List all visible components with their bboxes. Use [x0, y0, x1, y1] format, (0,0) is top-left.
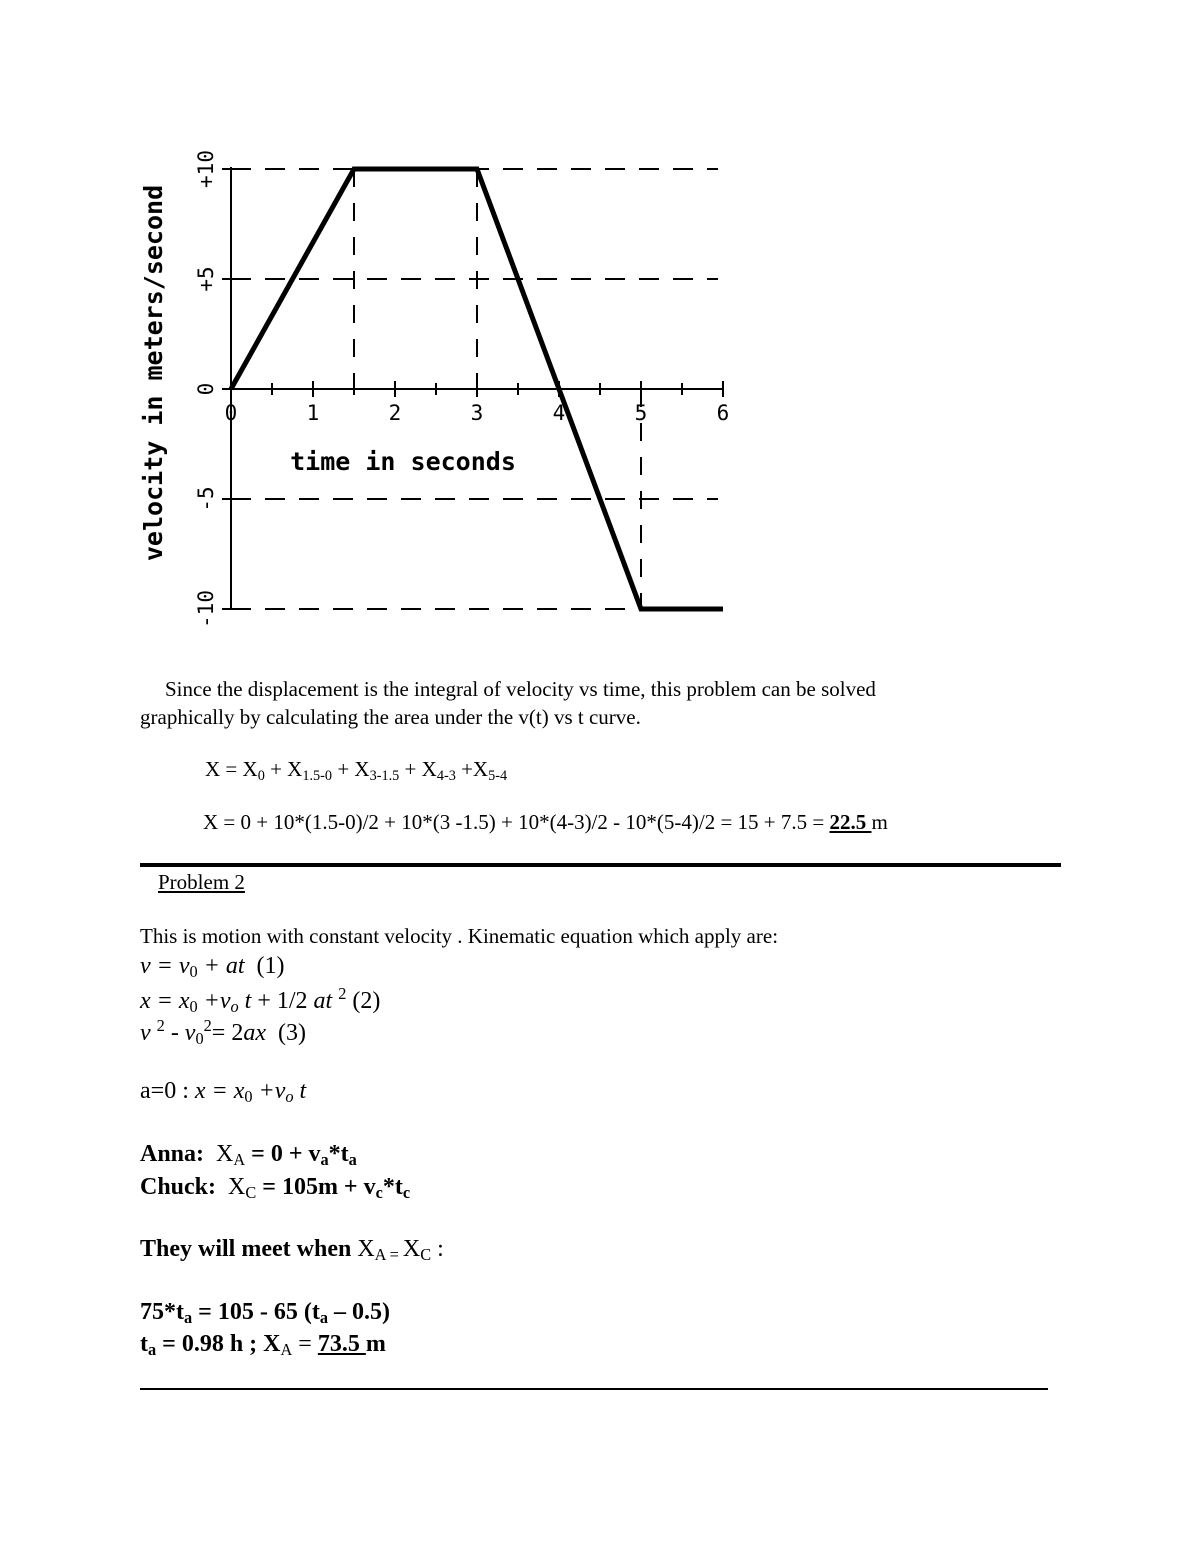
calc2-sub: a [148, 1340, 157, 1359]
a0-text: a=0 : [140, 1078, 195, 1104]
e3-text: - v [164, 1020, 196, 1046]
eq2-answer: 22.5 [829, 810, 872, 834]
e2-text: +v [197, 988, 231, 1014]
e3-text: = 2 [211, 1020, 244, 1046]
explanation-line-2: graphically by calculating the area under the v(t) vs t curve. [140, 705, 641, 729]
e3-text: ax [243, 1020, 266, 1046]
e2-text: + 1/2 [251, 988, 314, 1014]
calc1-text: – 0.5) [327, 1299, 390, 1325]
chuck-text: X [228, 1174, 246, 1200]
velocity-time-chart [0, 0, 1200, 660]
y-tick-label: +10 [194, 150, 218, 188]
calc2-answer: 73.5 [317, 1331, 366, 1357]
kinematic-equation-2 [140, 984, 380, 1017]
e2-text: t [238, 988, 252, 1014]
chuck-text: *t [382, 1174, 403, 1200]
calculation-line-1 [140, 1299, 390, 1328]
x-tick-label: 1 [306, 401, 320, 425]
calculation-line-2 [140, 1331, 386, 1360]
eq1-text: + X [399, 757, 437, 781]
meet-text: X [402, 1236, 421, 1262]
a0-text: +v [252, 1078, 286, 1104]
anna-sub: A [233, 1150, 246, 1169]
y-tick-label: +5 [194, 266, 218, 292]
x-tick-label: 4 [552, 401, 566, 425]
eq2-unit: m [871, 810, 888, 834]
x-tick-label: 5 [634, 401, 648, 425]
y-tick-label: 0 [194, 382, 218, 396]
eq1-text: X = X [205, 757, 258, 781]
e1-sub: 0 [189, 962, 198, 981]
e2-sub: o [230, 997, 239, 1016]
x-axis-label: time in seconds [290, 447, 516, 476]
anna-text: X [216, 1141, 234, 1167]
calc2-text: t [140, 1331, 148, 1357]
chuck-label: Chuck: [140, 1174, 217, 1200]
chuck-sub: c [402, 1183, 411, 1202]
anna-text: *t [328, 1141, 349, 1167]
meet-text: X [357, 1236, 375, 1262]
calc2-unit: m [365, 1331, 386, 1357]
e2-sub: 0 [189, 997, 198, 1016]
section-divider [140, 863, 1061, 867]
a0-text: x = x [194, 1078, 245, 1104]
chuck-sub: c [375, 1183, 383, 1202]
chuck-text: = 105m + v [256, 1174, 376, 1200]
calc1-sub: a [184, 1308, 193, 1327]
calc1-text: = 105 - 65 (t [192, 1299, 320, 1325]
anna-sub: a [348, 1150, 357, 1169]
meeting-condition [140, 1236, 444, 1265]
calc1-sub: a [319, 1308, 328, 1327]
problem1-explanation [140, 675, 876, 731]
calc2-text: = [292, 1331, 318, 1357]
bottom-divider [140, 1388, 1048, 1390]
eq1-sub: 3-1.5 [369, 768, 400, 784]
y-tick-label: -5 [194, 486, 218, 512]
meet-sub: A = [374, 1245, 403, 1264]
y-tick-label: -10 [194, 590, 218, 628]
e3-sup: 2 [156, 1016, 165, 1035]
kinematic-equation-3 [140, 1016, 306, 1049]
e2-number: (2) [352, 988, 381, 1014]
eq1-sub: 5-4 [488, 768, 508, 784]
problem2-title: Problem 2 [158, 870, 245, 894]
displacement-equation-1 [205, 757, 507, 785]
chuck-equation [140, 1174, 410, 1203]
e1-text: + at [197, 953, 245, 979]
constant-velocity-equation [140, 1078, 306, 1107]
eq2-text: X = 0 + 10*(1.5-0)/2 + 10*(3 -1.5) + 10*(4-3)/2 - 10*(5-4)/2 = 15 + 7.5 = [203, 810, 830, 834]
e3-sup: 2 [203, 1016, 212, 1035]
e3-text: v [140, 1020, 151, 1046]
explanation-line-1: Since the displacement is the integral of velocity vs time, this problem can be solved [165, 677, 876, 701]
eq1-text: + X [332, 757, 370, 781]
calc2-sub: A [280, 1340, 293, 1359]
displacement-equation-2 [203, 810, 888, 835]
a0-sub: 0 [244, 1087, 253, 1106]
x-tick-label: 0 [224, 401, 238, 425]
e3-sub: 0 [195, 1029, 204, 1048]
x-tick-label: 2 [388, 401, 402, 425]
chuck-sub: C [245, 1183, 257, 1202]
anna-text: = 0 + v [245, 1141, 321, 1167]
e1-text: v = v [140, 953, 190, 979]
eq1-sub: 1.5-0 [302, 768, 333, 784]
eq1-sub: 0 [257, 768, 265, 784]
e1-number: (1) [256, 953, 285, 979]
a0-text: t [293, 1078, 307, 1104]
x-tick-label: 3 [470, 401, 484, 425]
meet-text: They will meet when [140, 1236, 358, 1262]
anna-label: Anna: [140, 1141, 205, 1167]
anna-equation [140, 1141, 357, 1170]
problem2-intro: This is motion with constant velocity . Kinematic equation which apply are: [140, 924, 779, 948]
meet-text: : [431, 1236, 444, 1262]
e2-sup: 2 [338, 984, 347, 1003]
x-tick-label: 6 [716, 401, 730, 425]
eq1-text: + X [264, 757, 303, 781]
e2-text: at [313, 988, 333, 1014]
e2-text: x = x [140, 988, 190, 1014]
eq1-sub: 4-3 [436, 768, 456, 784]
a0-sub: o [285, 1087, 294, 1106]
y-axis-label: velocity in meters/second [139, 184, 168, 562]
meet-sub: C [420, 1245, 432, 1264]
eq1-text: +X [455, 757, 489, 781]
e3-number: (3) [277, 1020, 306, 1046]
calc2-text: = 0.98 h ; X [156, 1331, 281, 1357]
kinematic-equation-1 [140, 953, 285, 982]
anna-sub: a [320, 1150, 329, 1169]
calc1-text: 75*t [140, 1299, 184, 1325]
